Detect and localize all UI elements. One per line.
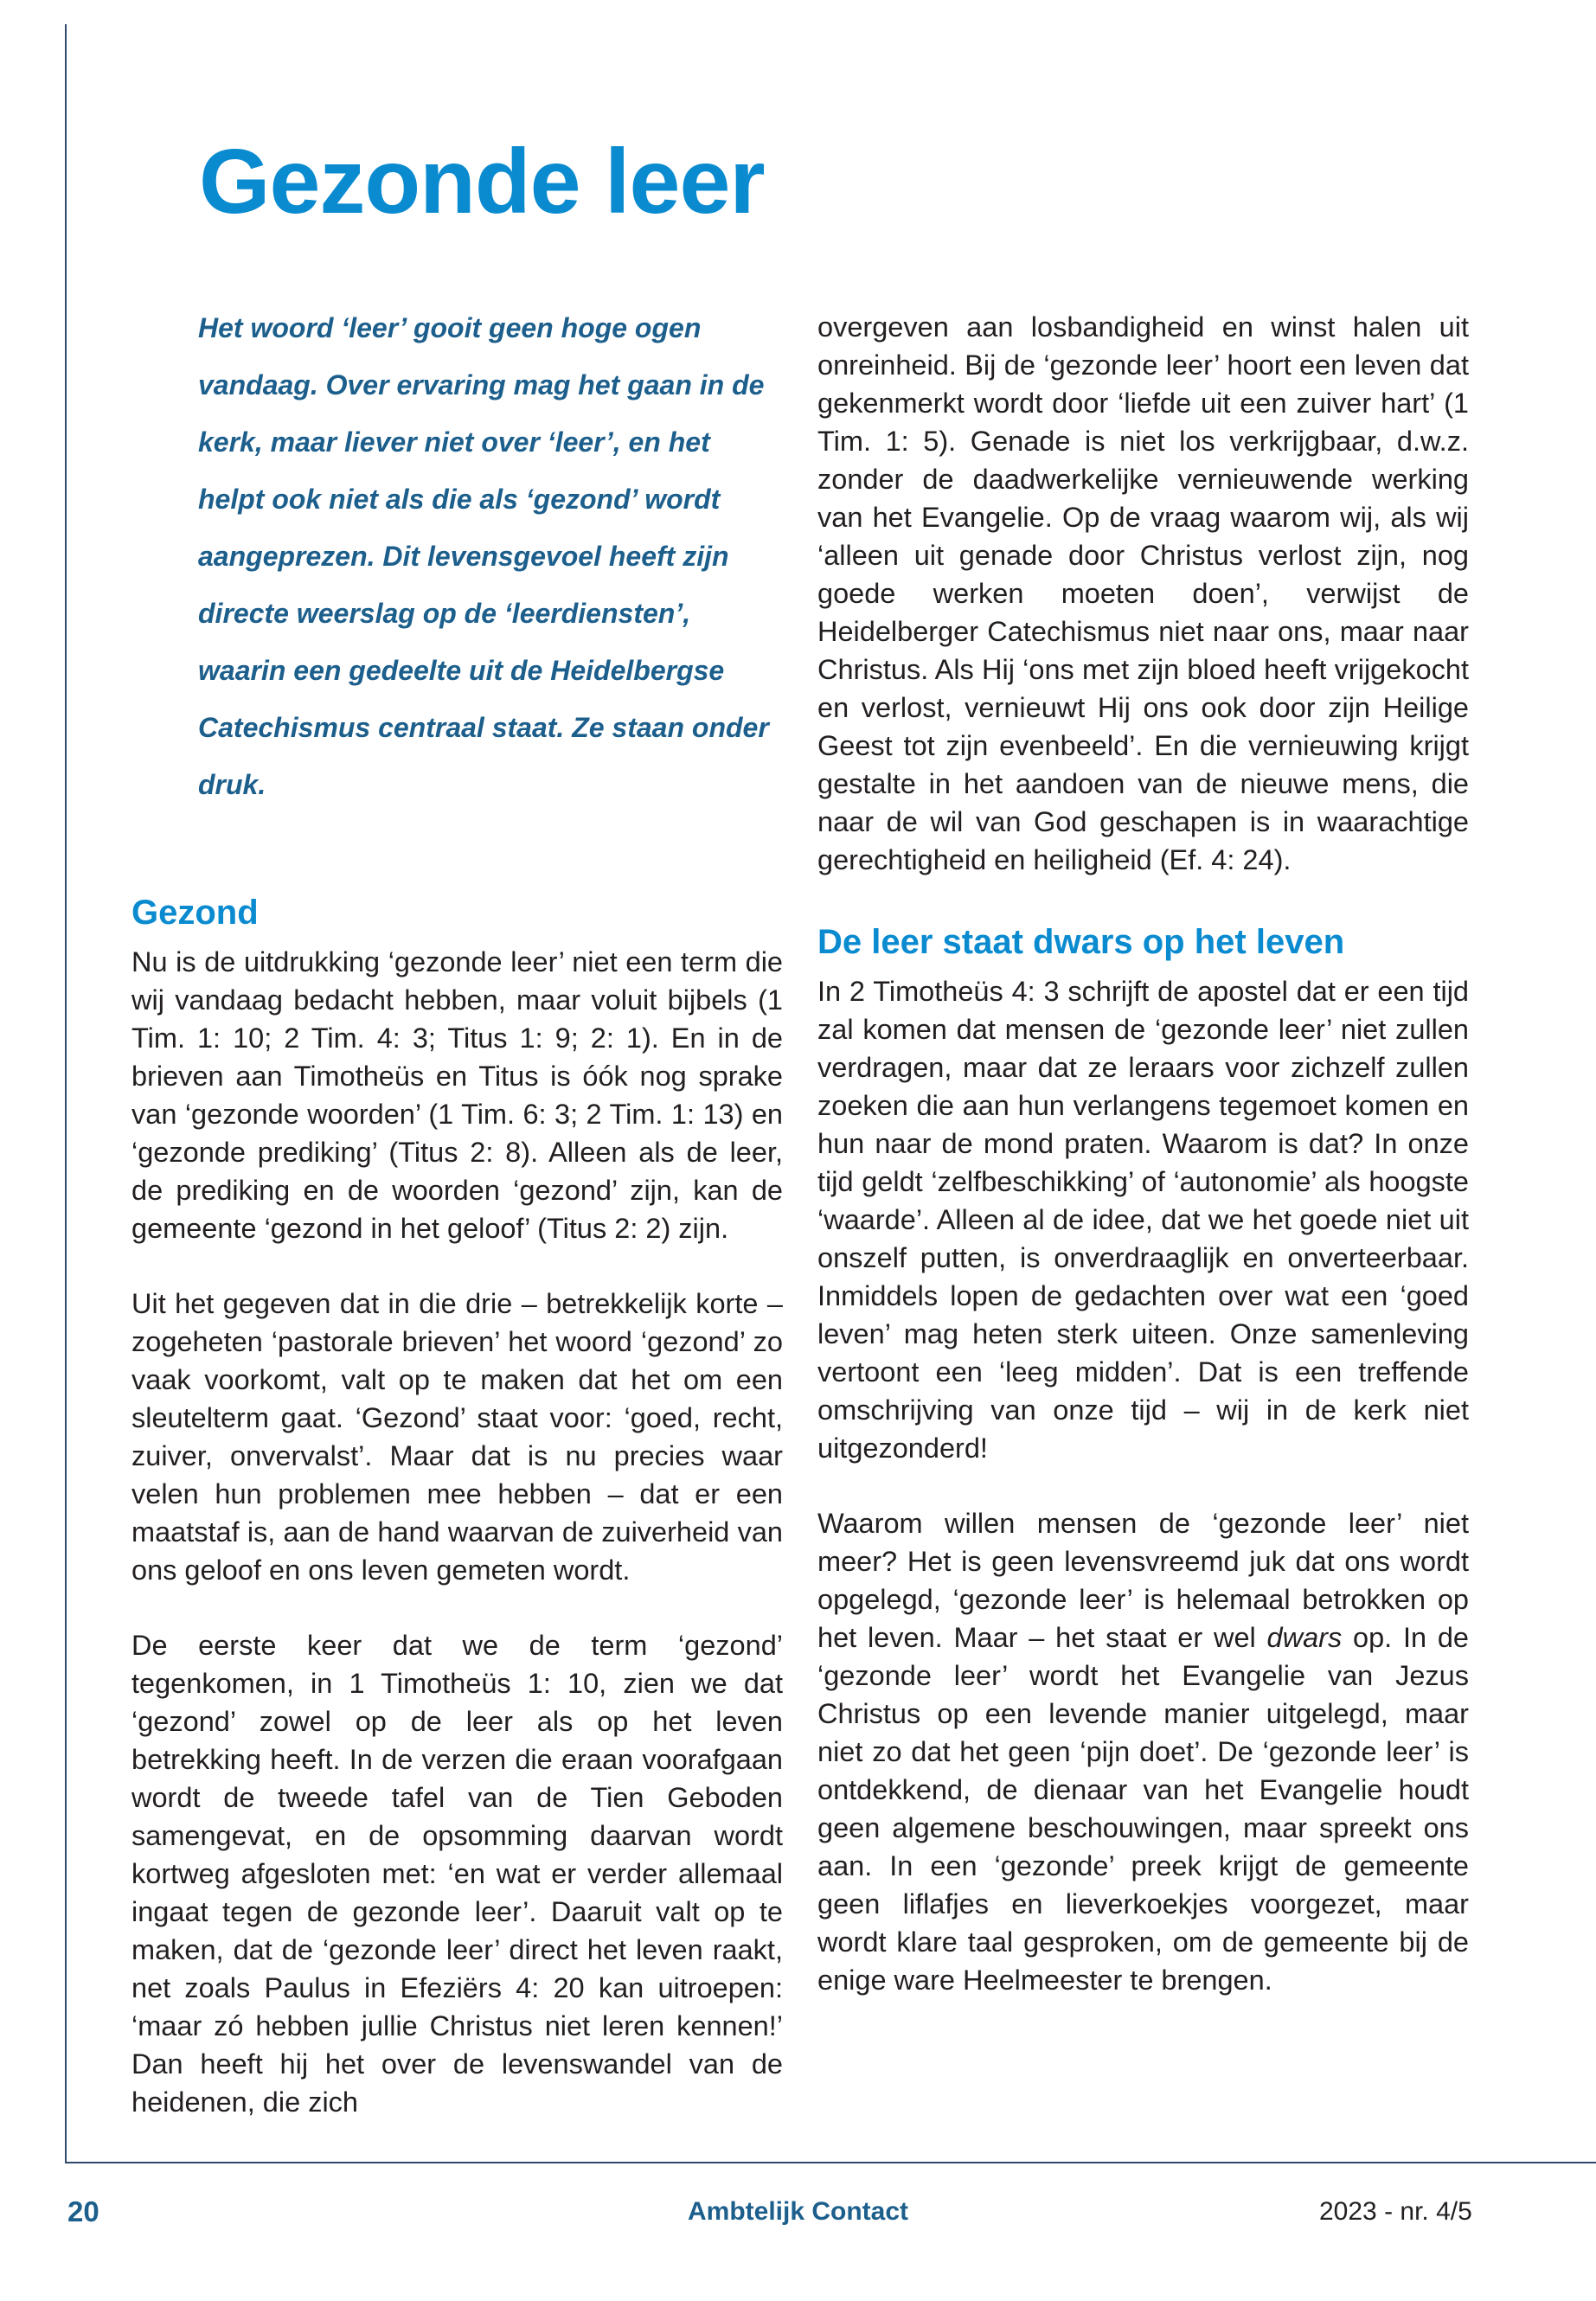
issue-number: 2023 - nr. 4/5: [1319, 2197, 1472, 2226]
body-paragraph: In 2 Timotheüs 4: 3 schrijft de apostel dat er een tijd zal komen dat mensen de ‘gezonde leer’ niet zullen verdragen, maar dat ze leraars voor zichzelf zullen zoeken die aan hun verlangens tegemoet komen en hun naar de mond praten. Waarom is dat? In onze tijd geldt ‘zelfbeschikking’ of ‘autonomie’ als hoogste ‘waarde’. Alleen al de idee, dat we het goede niet uit onszelf putten, is onverdraaglijk en onverteerbaar. Inmiddels lopen de gedachten over wat een ‘goed leven’ mag heten sterk uiteen. Onze samenleving vertoont een ‘leeg midden’. Dat is een treffende omschrijving van onze tijd – wij in de kerk niet uitgezonderd!: [817, 976, 1469, 1464]
body-paragraph: [817, 1504, 1469, 1999]
section-heading-gezond: Gezond: [131, 894, 259, 932]
body-paragraph: Uit het gegeven dat in die drie – betrekkelijk korte – zogeheten ‘pastorale brieven’ het woord ‘gezond’ zo vaak voorkomt, valt op te maken dat het om een sleutelterm gaat. ‘Gezond’ staat voor: ‘goed, recht, zuiver, onvervalst’. Maar dat is nu precies waar velen hun problemen mee hebben – dat er een maatstaf is, aan de hand waarvan de zuiverheid van ons geloof en ons leven gemeten wordt.: [131, 1288, 783, 1586]
magazine-name: Ambtelijk Contact: [687, 2197, 909, 2226]
right-column: [817, 308, 1469, 2036]
emphasis-text: dwars: [1266, 1622, 1343, 1653]
body-text: Waarom willen mensen de ‘gezonde leer’ niet meer? Het is geen levensvreemd juk dat ons wordt opgelegd, ‘gezonde leer’ is helemaal betrokken op het leven. Maar – het staat er wel: [817, 1508, 1469, 1653]
body-paragraph: overgeven aan losbandigheid en winst halen uit onreinheid. Bij de ‘gezonde leer’ hoort een leven dat gekenmerkt wordt door ‘liefde uit een zuiver hart’ (1 Tim. 1: 5). Genade is niet los verkrijgbaar, d.w.z. zonder de daadwerkelijke vernieuwende werking van het Evangelie. Op de vraag waarom wij, als wij ‘alleen uit genade door Christus verlost zijn, nog goede werken moeten doen’, verwijst de Heidelberger Catechismus niet naar ons, maar naar Christus. Als Hij ‘ons met zijn bloed heeft vrijgekocht en verlost, vernieuwt Hij ons ook door zijn Heilige Geest tot zijn evenbeeld’. En die vernieuwing krijgt gestalte in het aandoen van de nieuwe mens, die naar de wil van God geschapen is in waarachtige gerechtigheid en heiligheid (Ef. 4: 24).: [817, 311, 1469, 875]
left-border-rule: [65, 24, 67, 2163]
left-column: [131, 887, 783, 2158]
footer-rule: [65, 2162, 1596, 2163]
body-text: op. In de ‘gezonde leer’ wordt het Evangelie van Jezus Christus op een levende manier uitgelegd, maar niet zo dat het geen ‘pijn doet’. De ‘gezonde leer’ is ontdekkend, de dienaar van het Evangelie houdt geen algemene beschouwingen, maar spreekt ons aan. In een ‘gezonde’ preek krijgt de gemeente geen liflafjes en lieverkoekjes voorgezet, maar wordt klare taal gesproken, om de gemeente bij de enige ware Heelmeester te brengen.: [817, 1622, 1469, 1996]
intro-paragraph: Het woord ‘leer’ gooit geen hoge ogen vandaag. Over ervaring mag het gaan in de kerk, maar liever niet over ‘leer’, en het helpt ook niet als die als ‘gezond’ wordt aangeprezen. Dit levensgevoel heeft zijn directe weerslag op de ‘leerdiensten’, waarin een gedeelte uit de Heidelbergse Catechismus centraal staat. Ze staan onder druk.: [198, 312, 769, 800]
section-heading-dwars: De leer staat dwars op het leven: [817, 923, 1345, 961]
page-number: 20: [67, 2195, 99, 2227]
body-paragraph: De eerste keer dat we de term ‘gezond’ tegenkomen, in 1 Timotheüs 1: 10, zien we dat ‘gezond’ zowel op de leer als op het leven betrekking heeft. In de verzen die eraan voorafgaan wordt de tweede tafel van de Tien Geboden samengevat, en de opsomming daarvan wordt kortweg afgesloten met: ‘en wat er verder allemaal ingaat tegen de gezonde leer’. Daaruit valt op te maken, dat de ‘gezonde leer’ direct het leven raakt, net zoals Paulus in Efeziërs 4: 20 kan uitroepen: ‘maar zó hebben jullie Christus niet leren kennen!’ Dan heeft hij het over de levenswandel van de heidenen, die zich: [131, 1630, 783, 2118]
page-title: Gezonde leer: [199, 131, 765, 233]
body-paragraph: Nu is de uitdrukking ‘gezonde leer’ niet een term die wij vandaag bedacht hebben, maar voluit bijbels (1 Tim. 1: 10; 2 Tim. 4: 3; Titus 1: 9; 2: 1). En in de brieven aan Timotheüs en Titus is óók nog sprake van ‘gezonde woorden’ (1 Tim. 6: 3; 2 Tim. 1: 13) en ‘gezonde prediking’ (Titus 2: 8). Alleen als de leer, de prediking en de woorden ‘gezond’ zijn, kan de gemeente ‘gezond in het geloof’ (Titus 2: 2) zijn.: [131, 946, 783, 1244]
